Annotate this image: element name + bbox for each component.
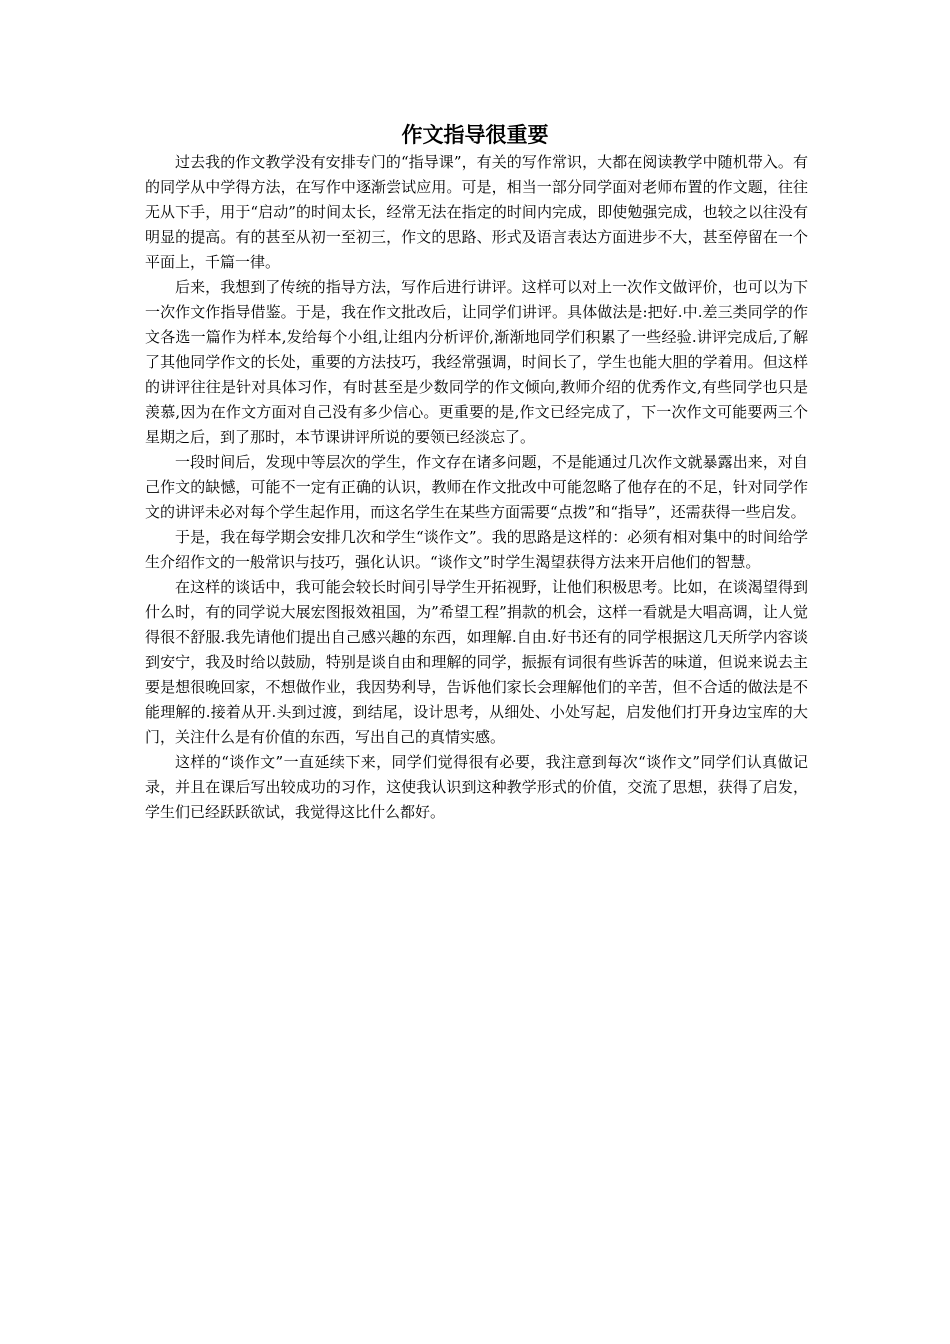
paragraph-1: 过去我的作文教学没有安排专门的“指导课”，有关的写作常识，大都在阅读教学中随机带入。有的同学从中学得方法，在写作中逐渐尝试应用。可是，相当一部分同学面对老师布置的作文题，往往无从下手，用于“启动”的时间太长，经常无法在指定的时间内完成，即使勉强完成，也较之以往没有明显的提高。有的甚至从初一至初三，作文的思路、形式及语言表达方面进步不大，甚至停留在一个平面上，千篇一律。 [145, 153, 808, 271]
paragraph-6: 这样的“谈作文”一直延续下来，同学们觉得很有必要，我注意到每次“谈作文”同学们认真做记录，并且在课后写出较成功的习作，这使我认识到这种教学形式的价值，交流了思想，获得了启发，学生们已经跃跃欲试，我觉得这比什么都好。 [145, 753, 808, 821]
paragraph-3: 一段时间后，发现中等层次的学生，作文存在诸多问题，不是能通过几次作文就暴露出来，对自己作文的缺憾，可能不一定有正确的认识，教师在作文批改中可能忽略了他存在的不足，针对同学作文的讲评未必对每个学生起作用，而这名学生在某些方面需要“点拨”和“指导”，还需获得一些启发。 [145, 453, 808, 521]
document-body [145, 150, 808, 825]
paragraph-2: 后来，我想到了传统的指导方法，写作后进行讲评。这样可以对上一次作文做评价，也可以为下一次作文作指导借鉴。于是，我在作文批改后，让同学们讲评。具体做法是:把好.中.差三类同学的作文各选一篇作为样本,发给每个小组,让组内分析评价,渐渐地同学们积累了一些经验.讲评完成后,了解了其他同学作文的长处，重要的方法技巧，我经常强调，时间长了，学生也能大胆的学着用。但这样的讲评往往是针对具体习作，有时甚至是少数同学的作文倾向,教师介绍的优秀作文,有些同学也只是羡慕,因为在作文方面对自己没有多少信心。更重要的是,作文已经完成了，下一次作文可能要两三个星期之后，到了那时，本节课讲评所说的要领已经淡忘了。 [145, 278, 808, 446]
document-title: 作文指导很重要 [401, 123, 549, 147]
paragraph-4: 于是，我在每学期会安排几次和学生“谈作文”。我的思路是这样的：必须有相对集中的时间给学生介绍作文的一般常识与技巧，强化认识。“谈作文”时学生渴望获得方法来开启他们的智慧。 [145, 528, 808, 571]
paragraph-5: 在这样的谈话中，我可能会较长时间引导学生开拓视野，让他们积极思考。比如，在谈渴望得到 什么时，有的同学说大展宏图报效祖国，为”希望工程”捐款的机会，这样一看就是大唱高调，让人觉得很不舒服.我先请他们提出自己感兴趣的东西，如理解.自由.好书还有的同学根据这几天所学内容谈到安宁，我及时给以鼓励，特别是谈自由和理解的同学，振振有词很有些诉苦的味道，但说来说去主要是想很晚回家，不想做作业，我因势利导，告诉他们家长会理解他们的辛苦，但不合适的做法是不能理解的.接着从开.头到过渡，到结尾，设计思考，从细处、小处写起，启发他们打开身边宝库的大门，关注什么是有价值的东西，写出自己的真情实感。 [145, 578, 808, 746]
